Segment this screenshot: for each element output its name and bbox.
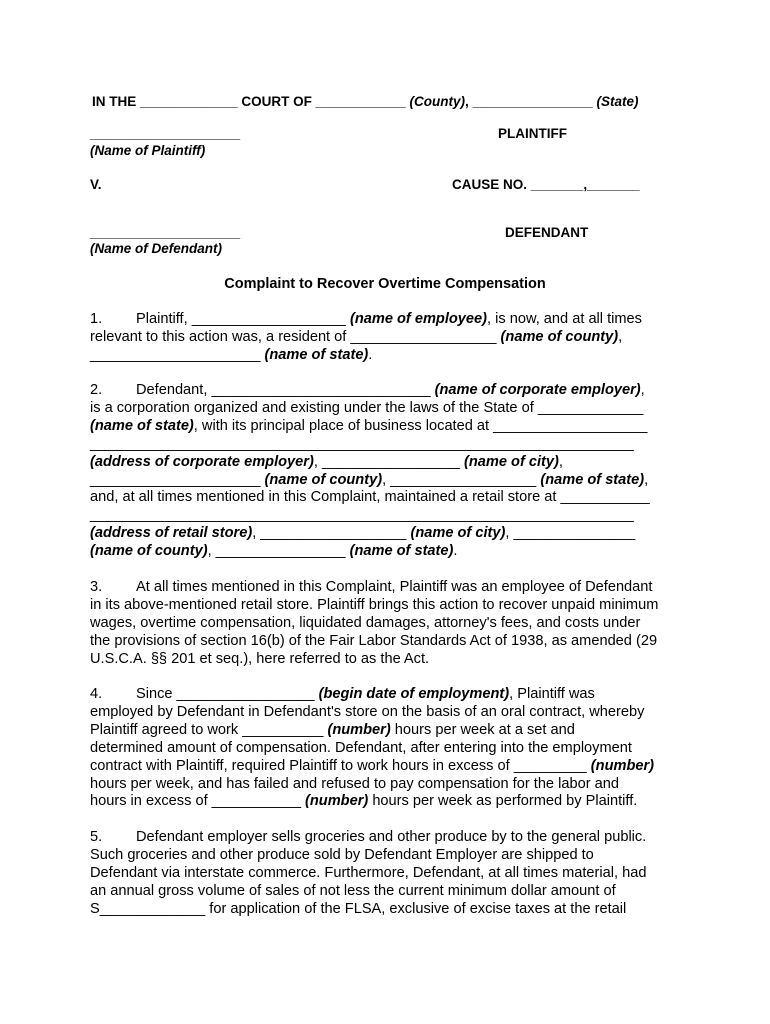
body-text: the provisions of section 16(b) of the Fair Labor Standards Act of 1938, as amended (29 xyxy=(90,632,658,649)
body-text: Defendant via interstate commerce. Furthermore, Defendant, at all times material, had xyxy=(90,864,647,881)
body-text: Defendant, ___________________________ xyxy=(136,382,435,398)
placeholder-label: (name of state) xyxy=(540,471,645,488)
placeholder-label: (name of state) xyxy=(349,543,454,560)
document-title: Complaint to Recover Overtime Compensation xyxy=(224,276,546,292)
county-label: (County) xyxy=(409,94,466,109)
paragraph-line xyxy=(90,472,680,490)
placeholder-label: (number) xyxy=(305,793,369,810)
court-blank: _____________ xyxy=(140,94,238,109)
state-blank: ________________ xyxy=(472,94,593,109)
body-text: At all times mentioned in this Complaint, Plaintiff was an employee of Defendant xyxy=(136,579,653,595)
placeholder-label: (name of county) xyxy=(500,328,619,345)
placeholder-label: (begin date of employment) xyxy=(318,686,510,702)
paragraph-line xyxy=(90,579,680,597)
body-text: , __________________ xyxy=(382,471,541,488)
placeholder-label: (name of county) xyxy=(264,471,383,488)
paragraph-line xyxy=(90,722,680,740)
body-text: , xyxy=(558,453,563,470)
body-text: and, at all times mentioned in this Complaint, maintained a retail store at ___________ xyxy=(90,489,650,506)
body-text: Plaintiff, ___________________ xyxy=(136,311,350,327)
body-text: hours per week at a set and xyxy=(390,721,575,738)
plaintiff-name-label: (Name of Plaintiff) xyxy=(90,143,206,158)
versus-text: V. xyxy=(90,177,102,192)
body-text: , is now, and at all times xyxy=(487,311,642,327)
paragraph-line xyxy=(90,829,680,847)
body-text: ___________________________________________________________________ xyxy=(90,435,634,452)
in-the-text: IN THE xyxy=(92,94,137,109)
body-text: U.S.C.A. §§ 201 et seq.), here referred to as the Act. xyxy=(90,650,430,667)
body-text: hours per week, and has failed and refused to pay compensation for the labor and xyxy=(90,775,619,792)
paragraph-3 xyxy=(90,579,680,669)
paragraph-line xyxy=(90,686,680,704)
body-text: is a corporation organized and existing under the laws of the State of _____________ xyxy=(90,399,644,416)
body-text: , Plaintiff was xyxy=(509,686,595,702)
placeholder-label: (address of corporate employer) xyxy=(90,453,314,470)
body-text: _____________________ xyxy=(90,471,265,488)
paragraph-line xyxy=(90,740,680,758)
defendant-label: DEFENDANT xyxy=(505,225,589,240)
body-text: relevant to this action was, a resident of __________________ xyxy=(90,328,501,345)
defendant-name-label: (Name of Defendant) xyxy=(90,241,223,256)
paragraph-1 xyxy=(90,311,680,365)
paragraph-line xyxy=(90,454,680,472)
placeholder-label: (name of state) xyxy=(90,417,194,434)
paragraph-line xyxy=(90,704,680,722)
body-text: _____________________ xyxy=(90,346,265,363)
paragraph-2 xyxy=(90,382,680,561)
body-text: , xyxy=(640,382,645,398)
cause-number: CAUSE NO. _______,_______ xyxy=(452,177,640,192)
court-line xyxy=(92,94,638,110)
paragraph-line xyxy=(90,382,680,400)
body-text: S_____________ for application of the FLSA, exclusive of excise taxes at the retail xyxy=(90,900,627,917)
paragraph-line xyxy=(90,865,680,883)
paragraph-number: 3. xyxy=(90,579,103,595)
comma: , xyxy=(465,94,469,109)
placeholder-label: (number) xyxy=(590,757,655,774)
paragraph-line xyxy=(90,901,680,919)
paragraph-line xyxy=(90,329,680,347)
paragraph-line xyxy=(90,525,680,543)
placeholder-label: (name of county) xyxy=(90,543,208,560)
paragraph-line xyxy=(90,489,680,507)
paragraph-line xyxy=(90,793,680,811)
paragraph-line xyxy=(90,543,680,561)
body-text: an annual gross volume of sales of not less the current minimum dollar amount of xyxy=(90,882,616,899)
paragraph-5 xyxy=(90,829,680,919)
paragraph-4 xyxy=(90,686,680,811)
state-label: (State) xyxy=(596,94,639,109)
county-blank: ____________ xyxy=(315,94,406,109)
paragraph-line xyxy=(90,776,680,794)
body-text: contract with Plaintiff, required Plaintiff to work hours in excess of _________ xyxy=(90,757,591,774)
body-text: ___________________________________________________________________ xyxy=(90,507,634,524)
court-of-text: COURT OF xyxy=(241,94,312,109)
body-text: employed by Defendant in Defendant's store on the basis of an oral contract, whereby xyxy=(90,703,645,720)
placeholder-label: (number) xyxy=(327,721,391,738)
placeholder-label: (name of state) xyxy=(264,346,369,363)
plaintiff-blank: ____________________ xyxy=(90,126,241,141)
paragraph-number: 2. xyxy=(90,382,103,398)
body-text: Such groceries and other produce sold by Defendant Employer are shipped to xyxy=(90,846,594,863)
body-text: . xyxy=(453,543,458,560)
paragraph-number: 4. xyxy=(90,686,103,702)
paragraph-line xyxy=(90,400,680,418)
defendant-blank: ____________________ xyxy=(90,225,241,240)
placeholder-label: (name of city) xyxy=(410,525,506,542)
paragraph-line xyxy=(90,436,680,454)
body-text: , __________________ xyxy=(252,525,411,542)
placeholder-label: (name of city) xyxy=(464,453,559,470)
paragraph-line xyxy=(90,883,680,901)
paragraph-line xyxy=(90,347,680,365)
paragraph-line xyxy=(90,311,680,329)
body-text: hours per week as performed by Plaintiff. xyxy=(368,793,638,810)
body-text: , _________________ xyxy=(313,453,464,470)
body-text: in its above-mentioned retail store. Plaintiff brings this action to recover unpaid minimum xyxy=(90,596,659,613)
paragraph-line xyxy=(90,633,680,651)
paragraph-line xyxy=(90,597,680,615)
body-text: hours in excess of ___________ xyxy=(90,793,306,810)
body-text: wages, overtime compensation, liquidated damages, attorney's fees, and costs under xyxy=(90,614,641,631)
paragraph-line xyxy=(90,507,680,525)
paragraph-line xyxy=(90,758,680,776)
body-text: Plaintiff agreed to work __________ xyxy=(90,721,328,738)
body-text: determined amount of compensation. Defendant, after entering into the employment xyxy=(90,739,632,756)
paragraph-line xyxy=(90,651,680,669)
body-text: Since _________________ xyxy=(136,686,319,702)
placeholder-label: (name of corporate employer) xyxy=(434,382,641,398)
paragraph-number: 1. xyxy=(90,311,103,327)
paragraph-line xyxy=(90,418,680,436)
body-text: , with its principal place of business located at ___________________ xyxy=(193,417,648,434)
body-text: , ________________ xyxy=(207,543,350,560)
body-text: , xyxy=(644,471,649,488)
paragraph-number: 5. xyxy=(90,829,103,845)
body-text: , xyxy=(618,328,623,345)
body-text: , _______________ xyxy=(505,525,636,542)
plaintiff-label: PLAINTIFF xyxy=(498,126,567,141)
body-text: Defendant employer sells groceries and other produce by to the general public. xyxy=(136,829,647,845)
paragraph-line xyxy=(90,615,680,633)
placeholder-label: (name of employee) xyxy=(349,311,488,327)
placeholder-label: (address of retail store) xyxy=(90,525,253,542)
body-text: . xyxy=(368,346,373,363)
paragraph-line xyxy=(90,847,680,865)
